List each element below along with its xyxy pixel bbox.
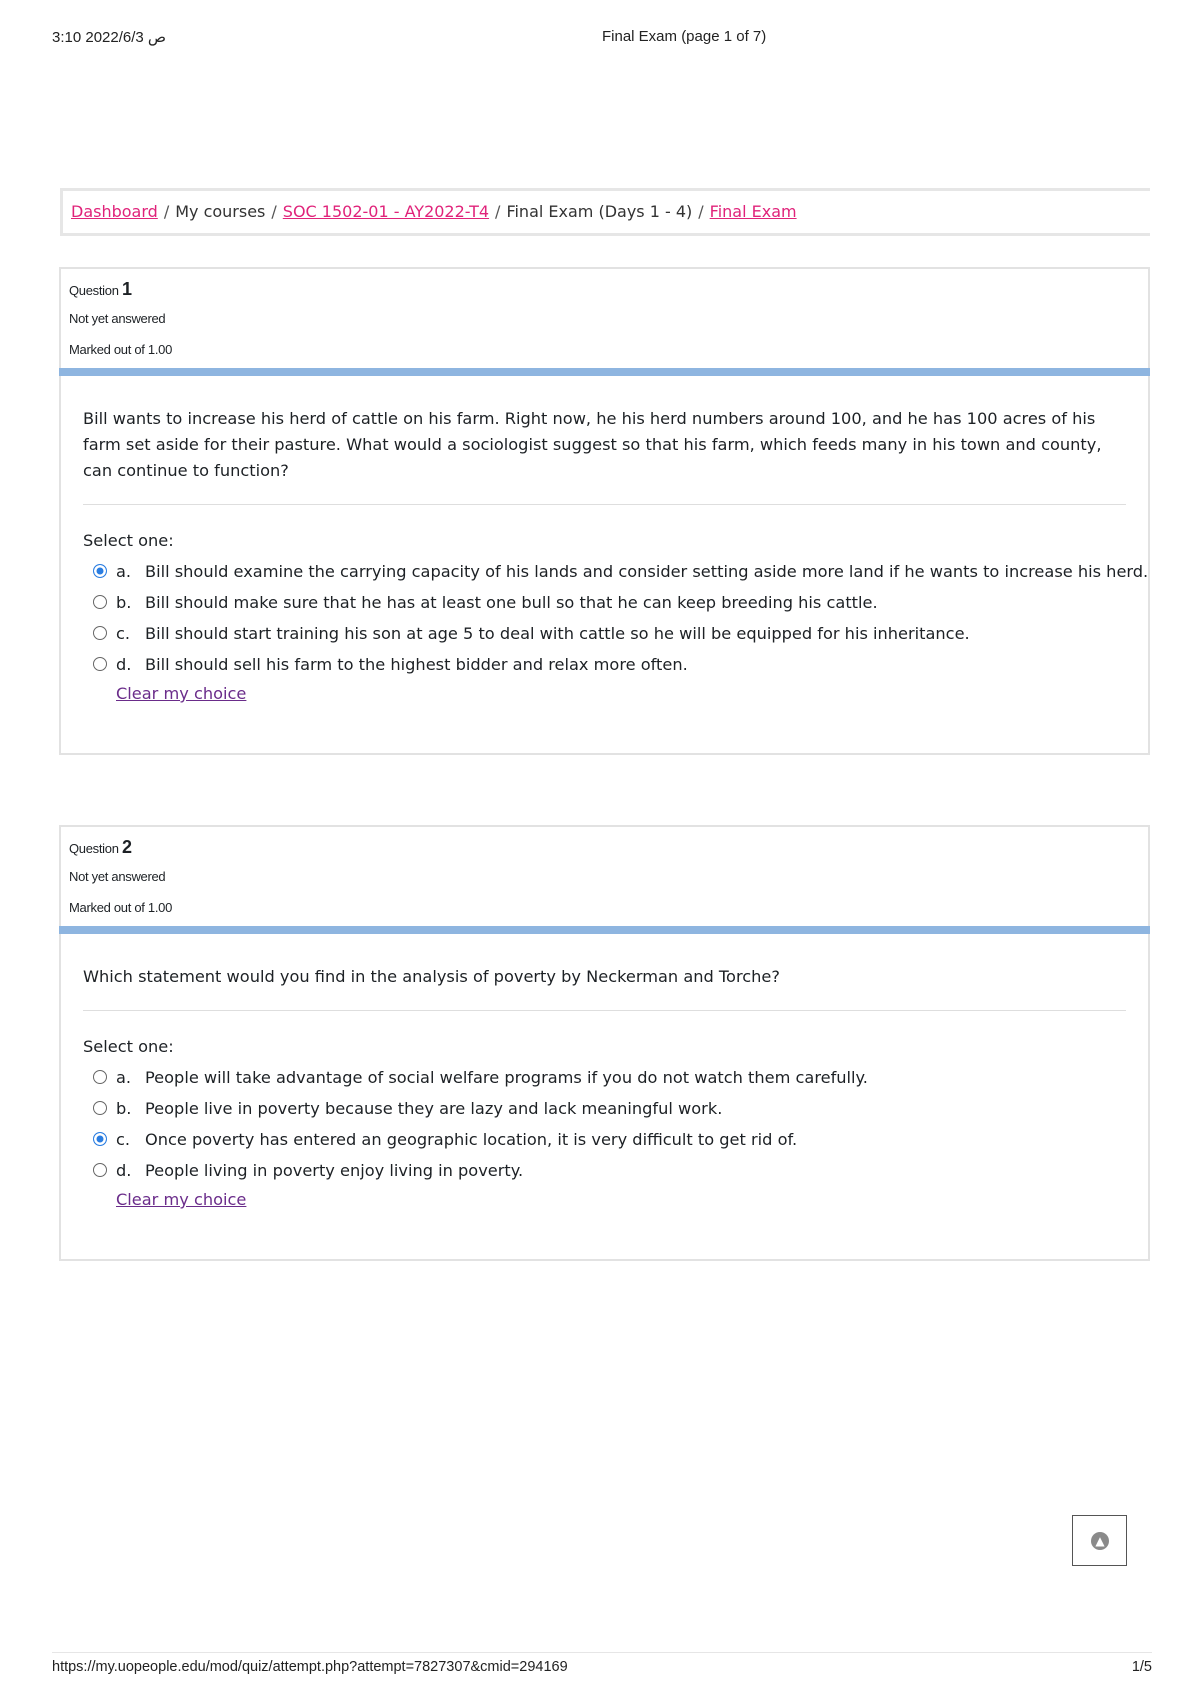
answer-list [83,556,1149,680]
answer-text[interactable]: Bill should start training his son at age 5 to deal with cattle so he will be equipped for his inheritance. [145,624,970,643]
answer-letter: b. [116,1099,132,1118]
print-url: https://my.uopeople.edu/mod/quiz/attempt.php?attempt=7827307&cmid=294169 [52,1659,568,1675]
answer-text[interactable]: People will take advantage of social welfare programs if you do not watch them carefully. [145,1068,868,1087]
question-divider-bar [59,926,1150,934]
question-1 [59,267,1150,755]
question-divider-bar [59,368,1150,376]
answer-option-b[interactable] [83,587,1126,618]
clear-my-choice-link[interactable]: Clear my choice [116,684,247,703]
breadcrumb-section: Final Exam (Days 1 - 4) [506,202,693,221]
clear-my-choice-link[interactable]: Clear my choice [116,1190,247,1209]
question-grade: Marked out of 1.00 [69,342,172,357]
answer-letter: b. [116,593,132,612]
answer-text[interactable]: Once poverty has entered an geographic location, it is very difficult to get rid of. [145,1130,798,1149]
radio-button[interactable] [93,1163,107,1177]
radio-button[interactable] [93,657,107,671]
breadcrumb-course[interactable]: SOC 1502-01 - AY2022-T4 [282,202,490,221]
answer-text[interactable]: People living in poverty enjoy living in poverty. [145,1161,524,1180]
print-page-number: 1/5 [1131,1659,1152,1675]
answer-option-d[interactable] [83,1155,1126,1186]
answer-option-a[interactable] [83,1062,1126,1093]
breadcrumb-separator: / [495,202,501,221]
chevron-up-circle-icon: ▲ [1091,1532,1109,1550]
radio-button[interactable] [93,1101,107,1115]
scroll-to-top-button[interactable] [1072,1515,1127,1566]
answer-text[interactable]: Bill should make sure that he has at least one bull so that he can keep breeding his cattle. [145,593,878,612]
answer-text[interactable]: People live in poverty because they are lazy and lack meaningful work. [145,1099,723,1118]
radio-button-selected[interactable] [93,1132,107,1146]
breadcrumb-final-exam[interactable]: Final Exam [709,202,797,221]
question-content [61,376,1148,703]
question-text: Bill wants to increase his herd of cattle on his farm. Right now, he his herd numbers around 100, and he has 100 acres of his farm set aside for their pasture. What would a sociologist suggest so that his farm, which feeds many in his town and county, can continue to function? [83,406,1126,505]
answer-option-a[interactable] [83,556,1149,587]
question-grade: Marked out of 1.00 [69,900,172,915]
question-content [61,934,1148,1209]
question-number: Question 1 [69,279,132,299]
question-2 [59,825,1150,1261]
breadcrumb-dashboard[interactable]: Dashboard [71,202,158,221]
question-number: Question 2 [69,837,132,857]
breadcrumb-separator: / [698,202,704,221]
answer-letter: c. [116,1130,131,1149]
print-datetime: 3:10 ص 2022/6/3 [52,29,167,46]
question-state: Not yet answered [69,869,166,884]
select-one-prompt: Select one: [83,1037,174,1056]
breadcrumb-separator: / [271,202,277,221]
print-header [0,28,1200,52]
answer-letter: c. [116,624,131,643]
breadcrumb [60,188,1150,236]
answer-letter: a. [116,1068,132,1087]
print-footer [0,1659,1200,1681]
breadcrumb-my-courses: My courses [175,202,266,221]
answer-option-d[interactable] [83,649,1126,680]
question-info [61,827,1148,926]
answer-letter: d. [116,655,132,674]
question-info [61,269,1148,368]
footer-divider [52,1652,1152,1653]
answer-option-c[interactable] [83,618,1126,649]
select-one-prompt: Select one: [83,531,174,550]
radio-button[interactable] [93,1070,107,1084]
answer-option-c[interactable] [83,1124,1126,1155]
answer-option-b[interactable] [83,1093,1126,1124]
radio-button-selected[interactable] [93,564,107,578]
answer-text[interactable]: Bill should examine the carrying capacity of his lands and consider setting aside more land if he wants to increase his herd. [145,562,1149,581]
question-text: Which statement would you find in the analysis of poverty by Neckerman and Torche? [83,964,1126,1011]
radio-button[interactable] [93,595,107,609]
print-title: Final Exam (page 1 of 7) [602,28,767,45]
breadcrumb-separator: / [163,202,170,221]
answer-text[interactable]: Bill should sell his farm to the highest bidder and relax more often. [145,655,688,674]
answer-letter: d. [116,1161,132,1180]
answer-letter: a. [116,562,132,581]
answer-list [83,1062,1126,1186]
radio-button[interactable] [93,626,107,640]
question-state: Not yet answered [69,311,166,326]
